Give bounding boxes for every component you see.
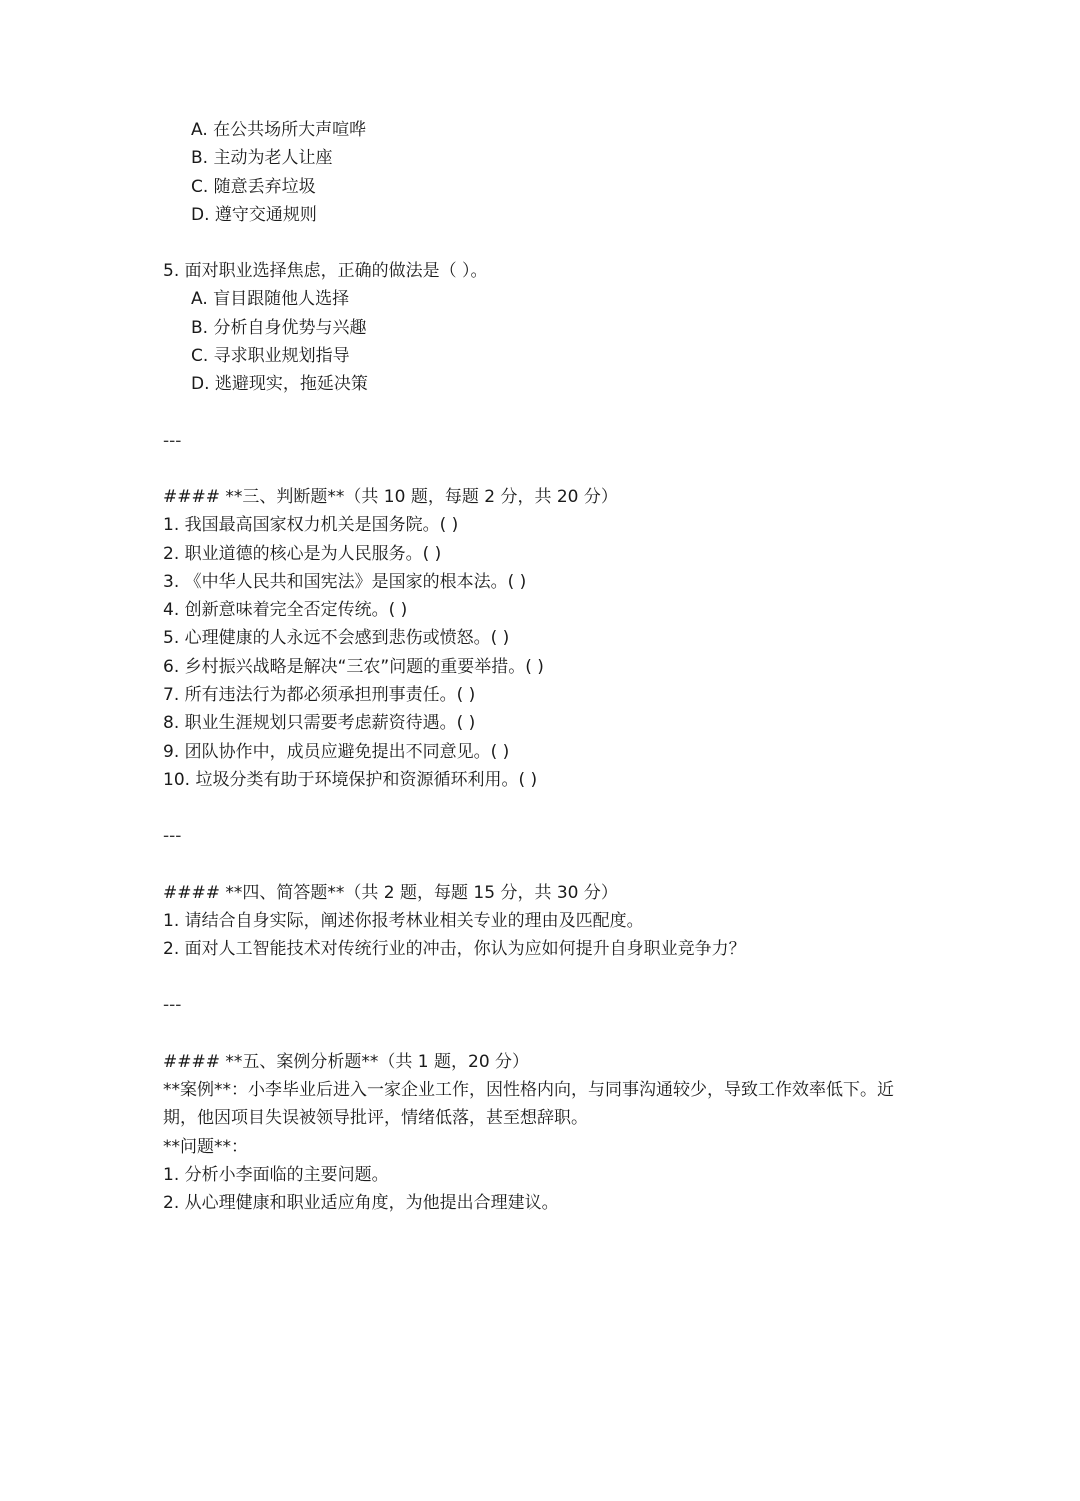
q5-option-b: B. 分析自身优势与兴趣 — [191, 317, 367, 338]
q5-option-c: C. 寻求职业规划指导 — [191, 346, 350, 367]
case-question-item: 1. 分析小李面临的主要问题。 — [163, 1164, 389, 1185]
q5-stem: 5. 面对职业选择焦虑，正确的做法是（ ）。 — [163, 261, 488, 282]
section-3-heading: #### **三、判断题**（共 10 题，每题 2 分，共 20 分） — [163, 486, 618, 507]
section-3-true-false — [163, 483, 943, 794]
q4-options — [163, 116, 943, 229]
question-5 — [163, 257, 943, 398]
q4-option-c: C. 随意丢弃垃圾 — [191, 176, 316, 197]
case-question-item: 2. 从心理健康和职业适应角度，为他提出合理建议。 — [163, 1193, 559, 1214]
q5-option-d: D. 逃避现实，拖延决策 — [191, 374, 368, 395]
short-answer-item: 1. 请结合自身实际，阐述你报考林业相关专业的理由及匹配度。 — [163, 910, 644, 931]
separator-3: --- — [163, 995, 182, 1016]
q4-option-b: B. 主动为老人让座 — [191, 148, 333, 169]
separator-1: --- — [163, 430, 182, 451]
tf-item: 10. 垃圾分类有助于环境保护和资源循环利用。( ) — [163, 769, 538, 790]
section-4-short-answer — [163, 879, 943, 964]
tf-item: 8. 职业生涯规划只需要考虑薪资待遇。( ) — [163, 713, 476, 734]
section-5-heading: #### **五、案例分析题**（共 1 题，20 分） — [163, 1051, 530, 1072]
short-answer-item: 2. 面对人工智能技术对传统行业的冲击，你认为应如何提升自身职业竞争力？ — [163, 939, 746, 960]
tf-item: 6. 乡村振兴战略是解决“三农”问题的重要举措。( ) — [163, 656, 544, 677]
section-5-case-analysis — [163, 1048, 943, 1218]
case-text: **案例**：小李毕业后进入一家企业工作，因性格内向，与同事沟通较少，导致工作效率低下。近期，他因项目失误被领导批评，情绪低落，甚至想辞职。 — [163, 1080, 894, 1129]
section-4-heading: #### **四、简答题**（共 2 题，每题 15 分，共 30 分） — [163, 882, 618, 903]
tf-item: 2. 职业道德的核心是为人民服务。( ) — [163, 543, 442, 564]
tf-item: 3. 《中华人民共和国宪法》是国家的根本法。( ) — [163, 571, 527, 592]
exam-document — [163, 116, 943, 1218]
question-label: **问题**： — [163, 1136, 248, 1157]
separator-2: --- — [163, 826, 182, 847]
tf-item: 7. 所有违法行为都必须承担刑事责任。( ) — [163, 685, 476, 706]
tf-item: 9. 团队协作中，成员应避免提出不同意见。( ) — [163, 741, 510, 762]
tf-item: 4. 创新意味着完全否定传统。( ) — [163, 600, 408, 621]
q4-option-a: A. 在公共场所大声喧哗 — [191, 120, 367, 140]
tf-item: 5. 心理健康的人永远不会感到悲伤或愤怒。( ) — [163, 628, 510, 649]
q4-option-d: D. 遵守交通规则 — [191, 204, 317, 225]
q5-option-a: A. 盲目跟随他人选择 — [191, 289, 350, 310]
tf-item: 1. 我国最高国家权力机关是国务院。( ) — [163, 515, 459, 536]
